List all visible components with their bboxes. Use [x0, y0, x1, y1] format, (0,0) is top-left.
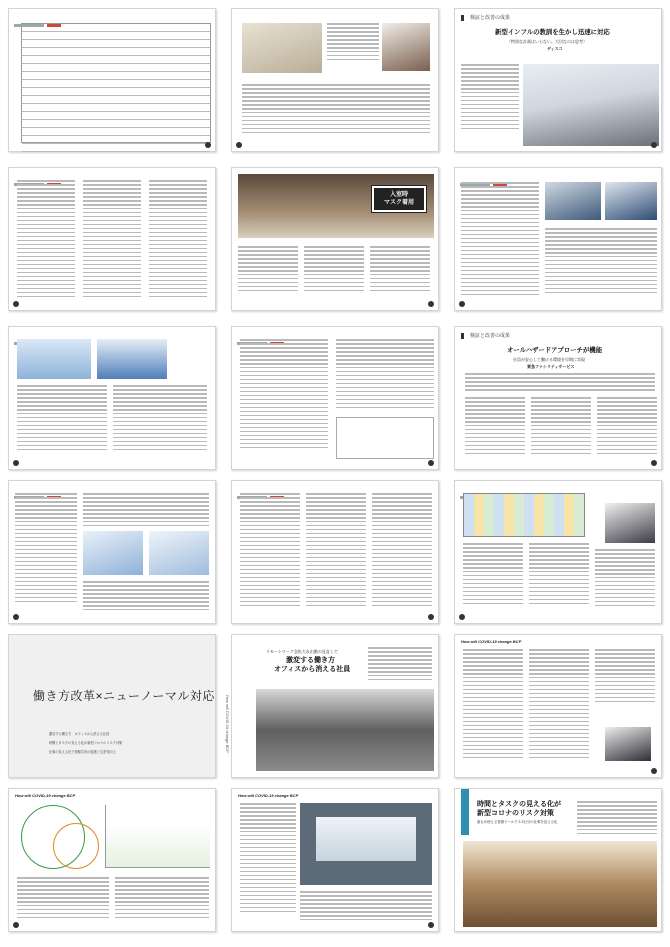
- tool-screenshot: [316, 817, 416, 861]
- bus-interior-photo: [545, 182, 601, 220]
- office-photo: [242, 23, 322, 73]
- toc-item-1[interactable]: 激変する働き方 オフィスから消える社員: [49, 732, 110, 736]
- section-tag: 検証と改善の成果: [461, 15, 510, 21]
- page-number: [651, 142, 657, 148]
- article-title-line2: 新型コロナのリスク対策: [477, 810, 554, 817]
- page-thumbnail-3[interactable]: [454, 8, 662, 152]
- section-title: 働き方改革×ニューノーマル対応: [33, 689, 215, 703]
- page-thumbnail-1[interactable]: [8, 8, 216, 152]
- running-head: How will COVID-19 change BCP: [238, 793, 299, 798]
- page-number: [13, 301, 19, 307]
- page-thumbnail-17[interactable]: [231, 788, 439, 932]
- page-thumbnail-4[interactable]: [8, 167, 216, 311]
- article-title-line1: 時間とタスクの見える化が: [477, 801, 561, 808]
- page-thumbnail-9[interactable]: [454, 326, 662, 470]
- page-number: [651, 768, 657, 774]
- page-thumbnail-12[interactable]: [454, 480, 662, 624]
- page-number: [236, 142, 242, 148]
- empty-office-photo: [256, 689, 434, 771]
- web-screenshot-1: [17, 339, 91, 379]
- page-number: [13, 922, 19, 928]
- page-number: [428, 301, 434, 307]
- schedule-grid: [463, 493, 585, 537]
- article-subtitle: 誰もが使える管理ツールで 2-3日分の仕事を見える化: [477, 820, 558, 824]
- page-thumbnail-2[interactable]: [231, 8, 439, 152]
- schedule-table: [21, 23, 211, 143]
- person-photo: [605, 503, 655, 543]
- toc-item-3[interactable]: 仕事の見える化で情報共有の促進と生産性向上: [49, 750, 116, 754]
- page-thumbnail-11[interactable]: [231, 480, 439, 624]
- page-thumbnail-8[interactable]: [231, 326, 439, 470]
- page-thumbnail-14[interactable]: [225, 634, 439, 778]
- page-thumbnail-5[interactable]: [231, 167, 439, 311]
- page-number: [459, 614, 465, 620]
- page-number: [13, 460, 19, 466]
- info-box: [336, 417, 434, 459]
- illustration-1: [83, 531, 143, 575]
- page-thumbnail-7[interactable]: [8, 326, 216, 470]
- page-thumbnail-13[interactable]: [8, 634, 216, 778]
- page-number: [428, 460, 434, 466]
- mask-sign: 入室時 マスク着用: [372, 186, 426, 212]
- page-number: [428, 614, 434, 620]
- running-head: How will COVID-19 change BCP: [15, 793, 76, 798]
- meeting-room-photo: [463, 841, 657, 927]
- page-thumbnail-18[interactable]: [454, 788, 662, 932]
- page-thumbnail-10[interactable]: [8, 480, 216, 624]
- article-title-line1: 激変する働き方: [286, 657, 335, 664]
- company-name: 東急ファシリティサービス: [527, 364, 575, 369]
- article-title-line2: オフィスから消える社員: [274, 666, 351, 673]
- web-screenshot-2: [97, 339, 167, 379]
- portrait-photo: [382, 23, 430, 71]
- accent-stripe: [461, 789, 469, 835]
- company-name: ディスコ: [547, 46, 563, 51]
- article-subtitle: リモートワーク急拡大＆出勤の見直しで: [266, 649, 338, 654]
- illustration-2: [149, 531, 209, 575]
- growth-chart: [105, 805, 210, 868]
- toc-item-2[interactable]: 時間とタスクの見える化が新型コロナのリスク対策: [49, 741, 123, 745]
- article-subtitle: （特別な計画はいらない。大切なのは思考）: [507, 39, 587, 44]
- bus-seat-photo: [605, 182, 657, 220]
- page-thumbnail-15[interactable]: [454, 634, 662, 778]
- bus-photo: [523, 64, 659, 146]
- page-number: [13, 614, 19, 620]
- diagram-circle-small: [53, 823, 99, 869]
- page-number: [651, 460, 657, 466]
- vertical-running-head: How will COVID-19 change BCP: [225, 695, 230, 753]
- page-number: [459, 301, 465, 307]
- section-tag: 検証と改善の成果: [461, 333, 510, 339]
- running-head: How will COVID-19 change BCP: [461, 639, 522, 644]
- article-title: オールハザードアプローチが機能: [507, 347, 603, 354]
- page-number: [205, 142, 211, 148]
- speaker-photo: [605, 727, 651, 761]
- page-thumbnail-16[interactable]: [8, 788, 216, 932]
- article-subtitle: 社員が安心して働ける環境を早期に実現: [513, 357, 585, 362]
- article-title: 新型インフルの教訓を生かし迅速に対応: [495, 29, 610, 36]
- page-thumbnail-6[interactable]: [454, 167, 662, 311]
- page-number: [428, 922, 434, 928]
